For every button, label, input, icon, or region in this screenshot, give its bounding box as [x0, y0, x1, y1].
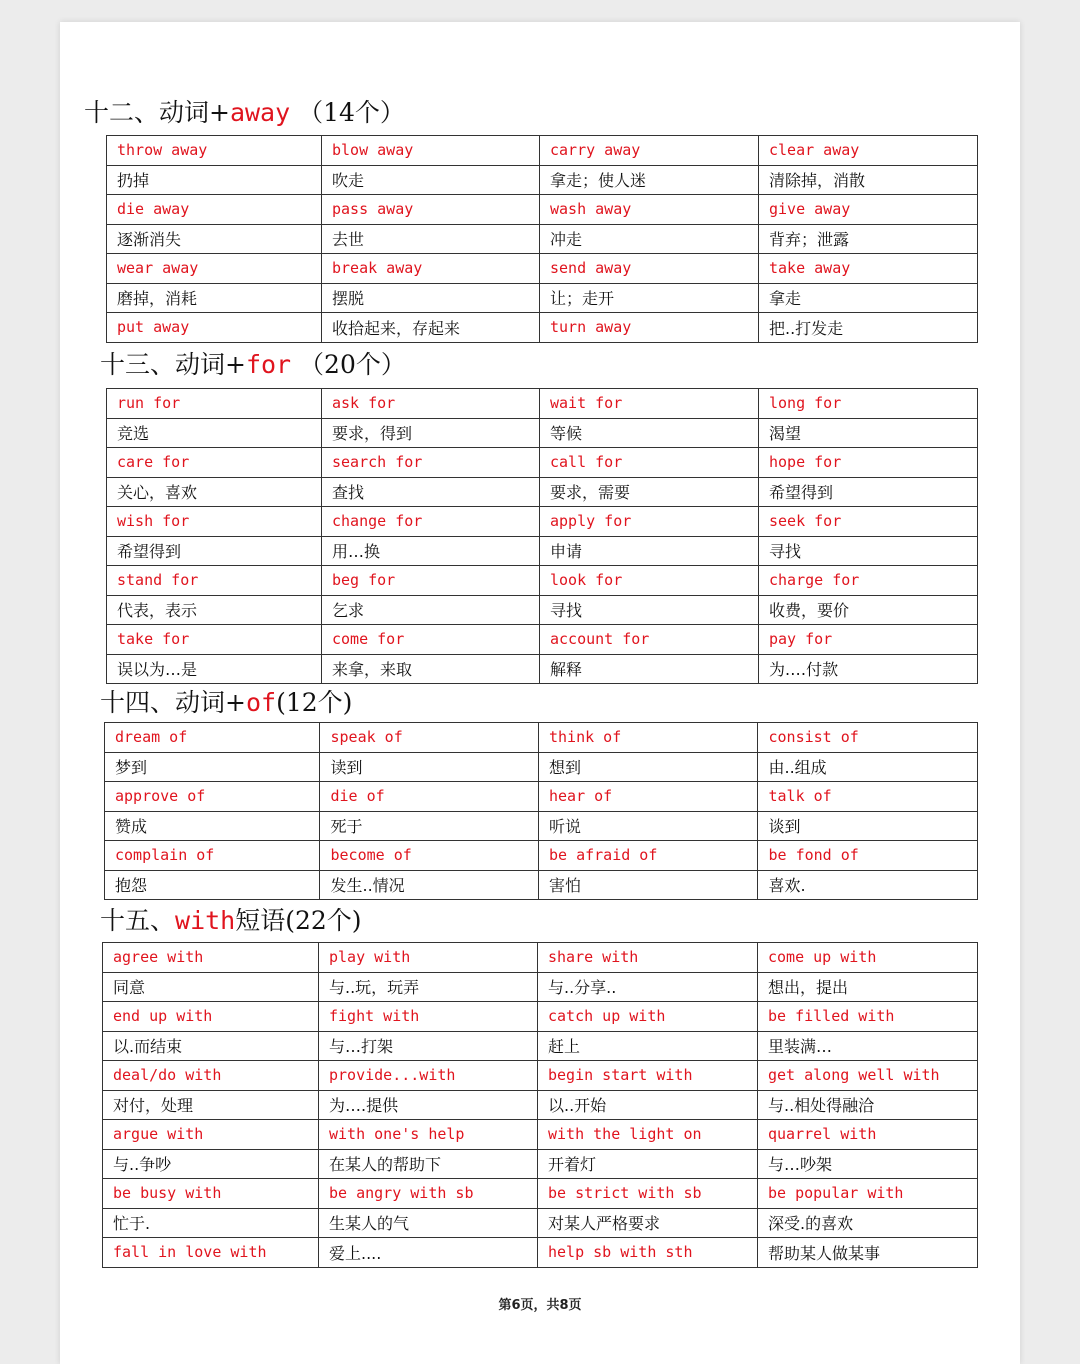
- phrase-cell: come up with: [757, 943, 977, 973]
- phrase-cell: throw away: [107, 136, 322, 166]
- meaning-cell: 读到: [320, 752, 539, 782]
- meaning-cell: 为….提供: [318, 1090, 537, 1120]
- table-row: [105, 782, 978, 812]
- table-row: [103, 1208, 978, 1238]
- phrase-cell: be afraid of: [538, 841, 758, 871]
- meaning-cell: 乞求: [322, 595, 540, 625]
- meaning-cell: 听说: [538, 811, 758, 841]
- section-count: 短语(22个): [235, 906, 362, 935]
- phrase-cell: care for: [107, 448, 322, 478]
- table-row: [107, 254, 978, 284]
- phrase-cell: think of: [538, 723, 758, 753]
- phrase-cell: take for: [107, 625, 322, 655]
- table-of: [104, 722, 978, 900]
- phrase-cell: argue with: [103, 1120, 319, 1150]
- meaning-cell: 寻找: [759, 536, 978, 566]
- phrase-cell: talk of: [758, 782, 978, 812]
- phrase-cell: hear of: [538, 782, 758, 812]
- phrase-cell: change for: [322, 507, 540, 537]
- meaning-cell: 让；走开: [540, 283, 759, 313]
- table-row: [107, 195, 978, 225]
- phrase-cell: approve of: [105, 782, 320, 812]
- table-row: [103, 943, 978, 973]
- phrase-cell: fight with: [318, 1002, 537, 1032]
- section-keyword: with: [175, 906, 236, 935]
- phrase-cell: wash away: [540, 195, 759, 225]
- phrase-cell: deal/do with: [103, 1061, 319, 1091]
- phrase-cell: pass away: [322, 195, 540, 225]
- meaning-cell: 吹走: [322, 165, 540, 195]
- phrase-cell: call for: [540, 448, 759, 478]
- phrase-cell: charge for: [759, 566, 978, 596]
- phrase-cell: blow away: [322, 136, 540, 166]
- table-row: [103, 972, 978, 1002]
- meaning-cell: 拿走；使人迷: [540, 165, 759, 195]
- table-row: [103, 1090, 978, 1120]
- phrase-cell: dream of: [105, 723, 320, 753]
- phrase-cell: hope for: [759, 448, 978, 478]
- meaning-cell: 代表，表示: [107, 595, 322, 625]
- meaning-cell: 为.…付款: [759, 654, 978, 684]
- phrase-cell: ask for: [322, 389, 540, 419]
- meaning-cell: 申请: [540, 536, 759, 566]
- table-row: [107, 418, 978, 448]
- meaning-cell: 以.而结束: [103, 1031, 319, 1061]
- phrase-cell: be angry with sb: [318, 1179, 537, 1209]
- phrase-cell: wait for: [540, 389, 759, 419]
- table-row: [107, 136, 978, 166]
- section-keyword: away: [229, 98, 291, 127]
- table-row: [107, 165, 978, 195]
- phrase-cell: with the light on: [537, 1120, 757, 1150]
- meaning-cell: 用…换: [322, 536, 540, 566]
- section-title-of: [100, 688, 352, 718]
- table-row: [105, 723, 978, 753]
- phrase-cell: end up with: [103, 1002, 319, 1032]
- phrase-cell: be fond of: [758, 841, 978, 871]
- phrase-cell: give away: [759, 195, 978, 225]
- table-row: [107, 448, 978, 478]
- phrase-cell: provide...with: [318, 1061, 537, 1091]
- meaning-cell: 寻找: [540, 595, 759, 625]
- meaning-cell: 逐渐消失: [107, 224, 322, 254]
- phrase-cell: be filled with: [757, 1002, 977, 1032]
- meaning-cell: 与…打架: [318, 1031, 537, 1061]
- section-title-away: [84, 98, 405, 128]
- meaning-cell: 在某人的帮助下: [318, 1149, 537, 1179]
- meaning-cell: 帮助某人做某事: [757, 1238, 977, 1268]
- phrase-cell: wish for: [107, 507, 322, 537]
- phrase-cell: carry away: [540, 136, 759, 166]
- table-row: [107, 625, 978, 655]
- meaning-cell: 对付，处理: [103, 1090, 319, 1120]
- table-row: [107, 507, 978, 537]
- phrase-cell: take away: [759, 254, 978, 284]
- phrase-cell: pay for: [759, 625, 978, 655]
- phrase-cell: be busy with: [103, 1179, 319, 1209]
- phrase-cell: consist of: [758, 723, 978, 753]
- meaning-cell: 拿走: [759, 283, 978, 313]
- phrase-cell: break away: [322, 254, 540, 284]
- phrase-cell: die away: [107, 195, 322, 225]
- meaning-cell: 开着灯: [537, 1149, 757, 1179]
- phrase-cell: catch up with: [537, 1002, 757, 1032]
- table-row: [107, 389, 978, 419]
- meaning-cell: 与..分享..: [537, 972, 757, 1002]
- section-prefix: 十二、动词+: [84, 98, 230, 127]
- table-row: [107, 224, 978, 254]
- meaning-cell: 收费，要价: [759, 595, 978, 625]
- table-for: [106, 388, 978, 684]
- phrase-cell: complain of: [105, 841, 320, 871]
- meaning-cell: 扔掉: [107, 165, 322, 195]
- phrase-cell: seek for: [759, 507, 978, 537]
- table-with: [102, 942, 978, 1268]
- meaning-cell: 背弃；泄露: [759, 224, 978, 254]
- table-row: [107, 536, 978, 566]
- phrase-cell: die of: [320, 782, 539, 812]
- meaning-cell: 里装满…: [757, 1031, 977, 1061]
- table-row: [105, 811, 978, 841]
- document-page: [60, 22, 1020, 1364]
- phrase-cell: help sb with sth: [537, 1238, 757, 1268]
- meaning-cell: 发生..情况: [320, 870, 539, 900]
- section-title-with: [100, 906, 362, 936]
- meaning-cell: 想到: [538, 752, 758, 782]
- section-count: （20个）: [291, 350, 406, 379]
- phrase-cell: come for: [322, 625, 540, 655]
- meaning-cell: 赶上: [537, 1031, 757, 1061]
- phrase-cell: account for: [540, 625, 759, 655]
- meaning-cell: 去世: [322, 224, 540, 254]
- meaning-cell: 渴望: [759, 418, 978, 448]
- table-row: [107, 477, 978, 507]
- phrase-cell: play with: [318, 943, 537, 973]
- phrase-cell: quarrel with: [757, 1120, 977, 1150]
- phrase-cell: be strict with sb: [537, 1179, 757, 1209]
- phrase-cell: with one's help: [318, 1120, 537, 1150]
- meaning-cell: 磨掉，消耗: [107, 283, 322, 313]
- table-row: [103, 1120, 978, 1150]
- meaning-cell: 由..组成: [758, 752, 978, 782]
- phrase-cell: agree with: [103, 943, 319, 973]
- phrase-cell: beg for: [322, 566, 540, 596]
- meaning-cell: 误以为…是: [107, 654, 322, 684]
- meaning-cell: 冲走: [540, 224, 759, 254]
- phrase-cell: put away: [107, 313, 322, 343]
- phrase-cell: look for: [540, 566, 759, 596]
- meaning-cell: 死于: [320, 811, 539, 841]
- table-away: [106, 135, 978, 343]
- meaning-cell: 忙于.: [103, 1208, 319, 1238]
- phrase-cell: turn away: [540, 313, 759, 343]
- phrase-cell: get along well with: [757, 1061, 977, 1091]
- phrase-cell: search for: [322, 448, 540, 478]
- table-row: [103, 1002, 978, 1032]
- section-prefix: 十五、: [100, 906, 176, 935]
- table-row: [103, 1149, 978, 1179]
- section-count: （14个）: [290, 98, 405, 127]
- meaning-cell: 爱上....: [318, 1238, 537, 1268]
- phrase-cell: long for: [759, 389, 978, 419]
- meaning-cell: 生某人的气: [318, 1208, 537, 1238]
- table-row: [103, 1061, 978, 1091]
- table-row: [107, 654, 978, 684]
- meaning-cell: 赞成: [105, 811, 320, 841]
- table-row: [105, 752, 978, 782]
- table-row: [107, 313, 978, 343]
- meaning-cell: 希望得到: [759, 477, 978, 507]
- meaning-cell: 抱怨: [105, 870, 320, 900]
- meaning-cell: 要求，需要: [540, 477, 759, 507]
- meaning-cell: 等候: [540, 418, 759, 448]
- phrase-cell: apply for: [540, 507, 759, 537]
- meaning-cell: 把..打发走: [759, 313, 978, 343]
- phrase-cell: clear away: [759, 136, 978, 166]
- meaning-cell: 与..玩，玩弄: [318, 972, 537, 1002]
- meaning-cell: 希望得到: [107, 536, 322, 566]
- section-prefix: 十三、动词+: [100, 350, 246, 379]
- phrase-cell: fall in love with: [103, 1238, 319, 1268]
- meaning-cell: 来拿，来取: [322, 654, 540, 684]
- phrase-cell: run for: [107, 389, 322, 419]
- section-title-for: [100, 350, 406, 380]
- meaning-cell: 与..争吵: [103, 1149, 319, 1179]
- meaning-cell: 以..开始: [537, 1090, 757, 1120]
- meaning-cell: 收拾起来，存起来: [322, 313, 540, 343]
- table-row: [103, 1031, 978, 1061]
- meaning-cell: 要求，得到: [322, 418, 540, 448]
- meaning-cell: 同意: [103, 972, 319, 1002]
- section-keyword: for: [245, 350, 292, 379]
- phrase-cell: wear away: [107, 254, 322, 284]
- meaning-cell: 对某人严格要求: [537, 1208, 757, 1238]
- phrase-cell: share with: [537, 943, 757, 973]
- table-row: [105, 841, 978, 871]
- table-row: [107, 283, 978, 313]
- table-row: [105, 870, 978, 900]
- phrase-cell: be popular with: [757, 1179, 977, 1209]
- meaning-cell: 想出，提出: [757, 972, 977, 1002]
- meaning-cell: 清除掉，消散: [759, 165, 978, 195]
- meaning-cell: 梦到: [105, 752, 320, 782]
- section-keyword: of: [245, 688, 277, 717]
- section-count: (12个): [276, 688, 353, 717]
- meaning-cell: 竞选: [107, 418, 322, 448]
- meaning-cell: 喜欢.: [758, 870, 978, 900]
- meaning-cell: 解释: [540, 654, 759, 684]
- phrase-cell: stand for: [107, 566, 322, 596]
- phrase-cell: speak of: [320, 723, 539, 753]
- meaning-cell: 与…吵架: [757, 1149, 977, 1179]
- table-row: [107, 566, 978, 596]
- table-row: [107, 595, 978, 625]
- meaning-cell: 深受.的喜欢: [757, 1208, 977, 1238]
- table-row: [103, 1238, 978, 1268]
- meaning-cell: 查找: [322, 477, 540, 507]
- phrase-cell: begin start with: [537, 1061, 757, 1091]
- meaning-cell: 害怕: [538, 870, 758, 900]
- table-row: [103, 1179, 978, 1209]
- meaning-cell: 谈到: [758, 811, 978, 841]
- meaning-cell: 摆脱: [322, 283, 540, 313]
- phrase-cell: become of: [320, 841, 539, 871]
- section-prefix: 十四、动词+: [100, 688, 246, 717]
- phrase-cell: send away: [540, 254, 759, 284]
- page-footer: 第6页，共8页: [498, 1298, 582, 1313]
- meaning-cell: 与..相处得融洽: [757, 1090, 977, 1120]
- meaning-cell: 关心，喜欢: [107, 477, 322, 507]
